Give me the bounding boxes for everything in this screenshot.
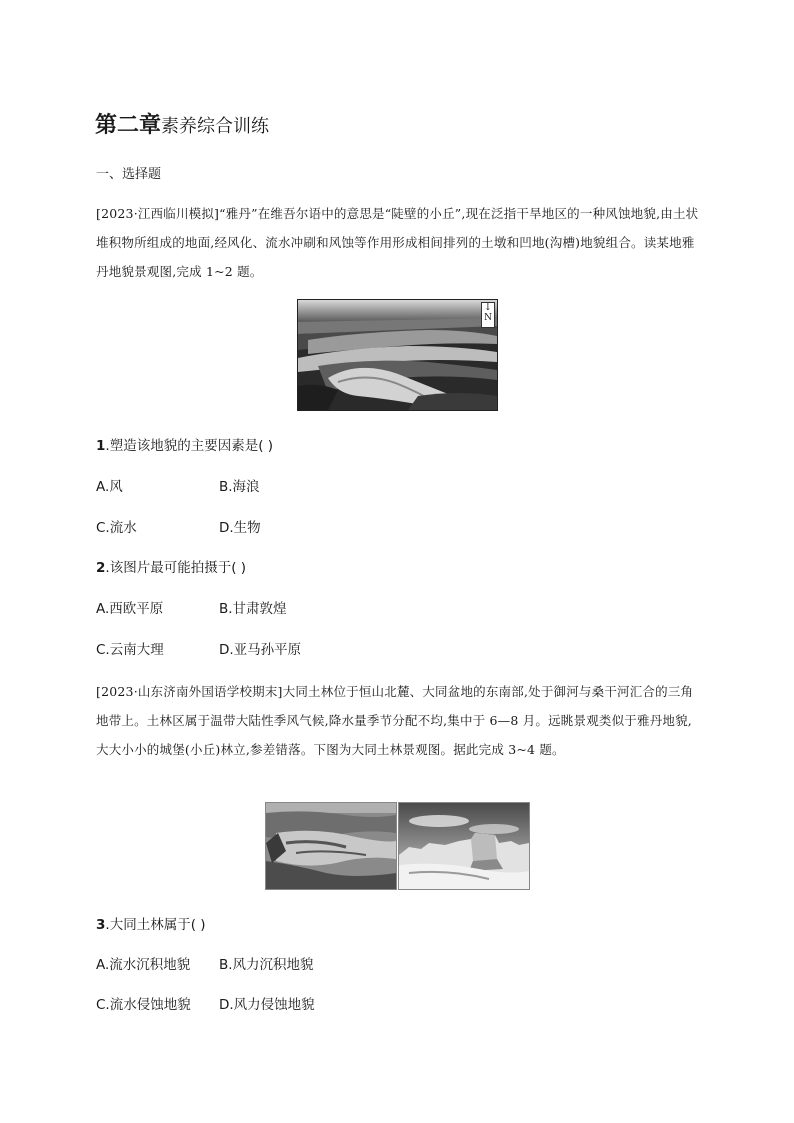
yardang-photo-graphic [298, 300, 497, 410]
yardang-photo [297, 299, 498, 411]
q1-option-c[interactable]: C.流水 [96, 520, 137, 536]
q3-option-b[interactable]: B.风力沉积地貌 [219, 957, 314, 973]
q2-option-a[interactable]: A.西欧平原 [96, 601, 164, 617]
north-arrow [481, 302, 495, 328]
q3-option-d[interactable]: D.风力侵蚀地貌 [219, 997, 315, 1013]
ground-photo-graphic [399, 803, 529, 889]
q3-option-a[interactable]: A.流水沉积地貌 [96, 957, 191, 973]
chapter-label: 第二章 [95, 113, 162, 138]
q1-option-a[interactable]: A.风 [96, 479, 123, 495]
q1-option-b[interactable]: B.海浪 [219, 479, 260, 495]
passage-1: [2023·江西临川模拟]“雅丹”在维吾尔语中的意思是“陡壁的小丘”,现在泛指干旱地区的一种风蚀地貌,由土状堆积物所组成的地面,经风化、流水冲刷和风蚀等作用形成相间排列的土墩和凹地(沟槽)地貌组合。读某地雅丹地貌景观图,完成 1~2 题。 [96, 206, 699, 279]
question-text: .大同土林属于( ) [105, 917, 206, 933]
q2-option-b[interactable]: B.甘肃敦煌 [219, 601, 287, 617]
aerial-photo-graphic [266, 803, 396, 889]
question-2 [96, 556, 246, 576]
q2-option-d[interactable]: D.亚马孙平原 [219, 642, 302, 658]
section-heading: 一、选择题 [96, 167, 162, 182]
question-1 [96, 434, 273, 454]
north-label: N [484, 313, 492, 323]
question-number: 3 [96, 917, 106, 933]
question-number: 2 [96, 560, 106, 576]
earth-forest-aerial-photo [265, 802, 397, 890]
arrow-down-icon: ↓ [483, 302, 493, 313]
earth-forest-ground-photo [398, 802, 530, 890]
question-number: 1 [96, 438, 106, 454]
question-3 [96, 913, 206, 933]
passage-2: [2023·山东济南外国语学校期末]大同土林位于恒山北麓、大同盆地的东南部,处于御河与桑干河汇合的三角地带上。土林区属于温带大陆性季风气候,降水量季节分配不均,集中于 6—8 月。远眺景观类似于雅丹地貌,大大小小的城堡(小丘)林立,参差错落。下图为大同土林景观图。据此完成 3~4 题。 [96, 684, 694, 757]
q3-option-c[interactable]: C.流水侵蚀地貌 [96, 997, 191, 1013]
question-text: .该图片最可能拍摄于( ) [105, 560, 247, 576]
q1-option-d[interactable]: D.生物 [219, 520, 261, 536]
page-title [95, 108, 269, 139]
q2-option-c[interactable]: C.云南大理 [96, 642, 164, 658]
title-rest: 素养综合训练 [161, 116, 270, 137]
question-text: .塑造该地貌的主要因素是( ) [105, 438, 274, 454]
